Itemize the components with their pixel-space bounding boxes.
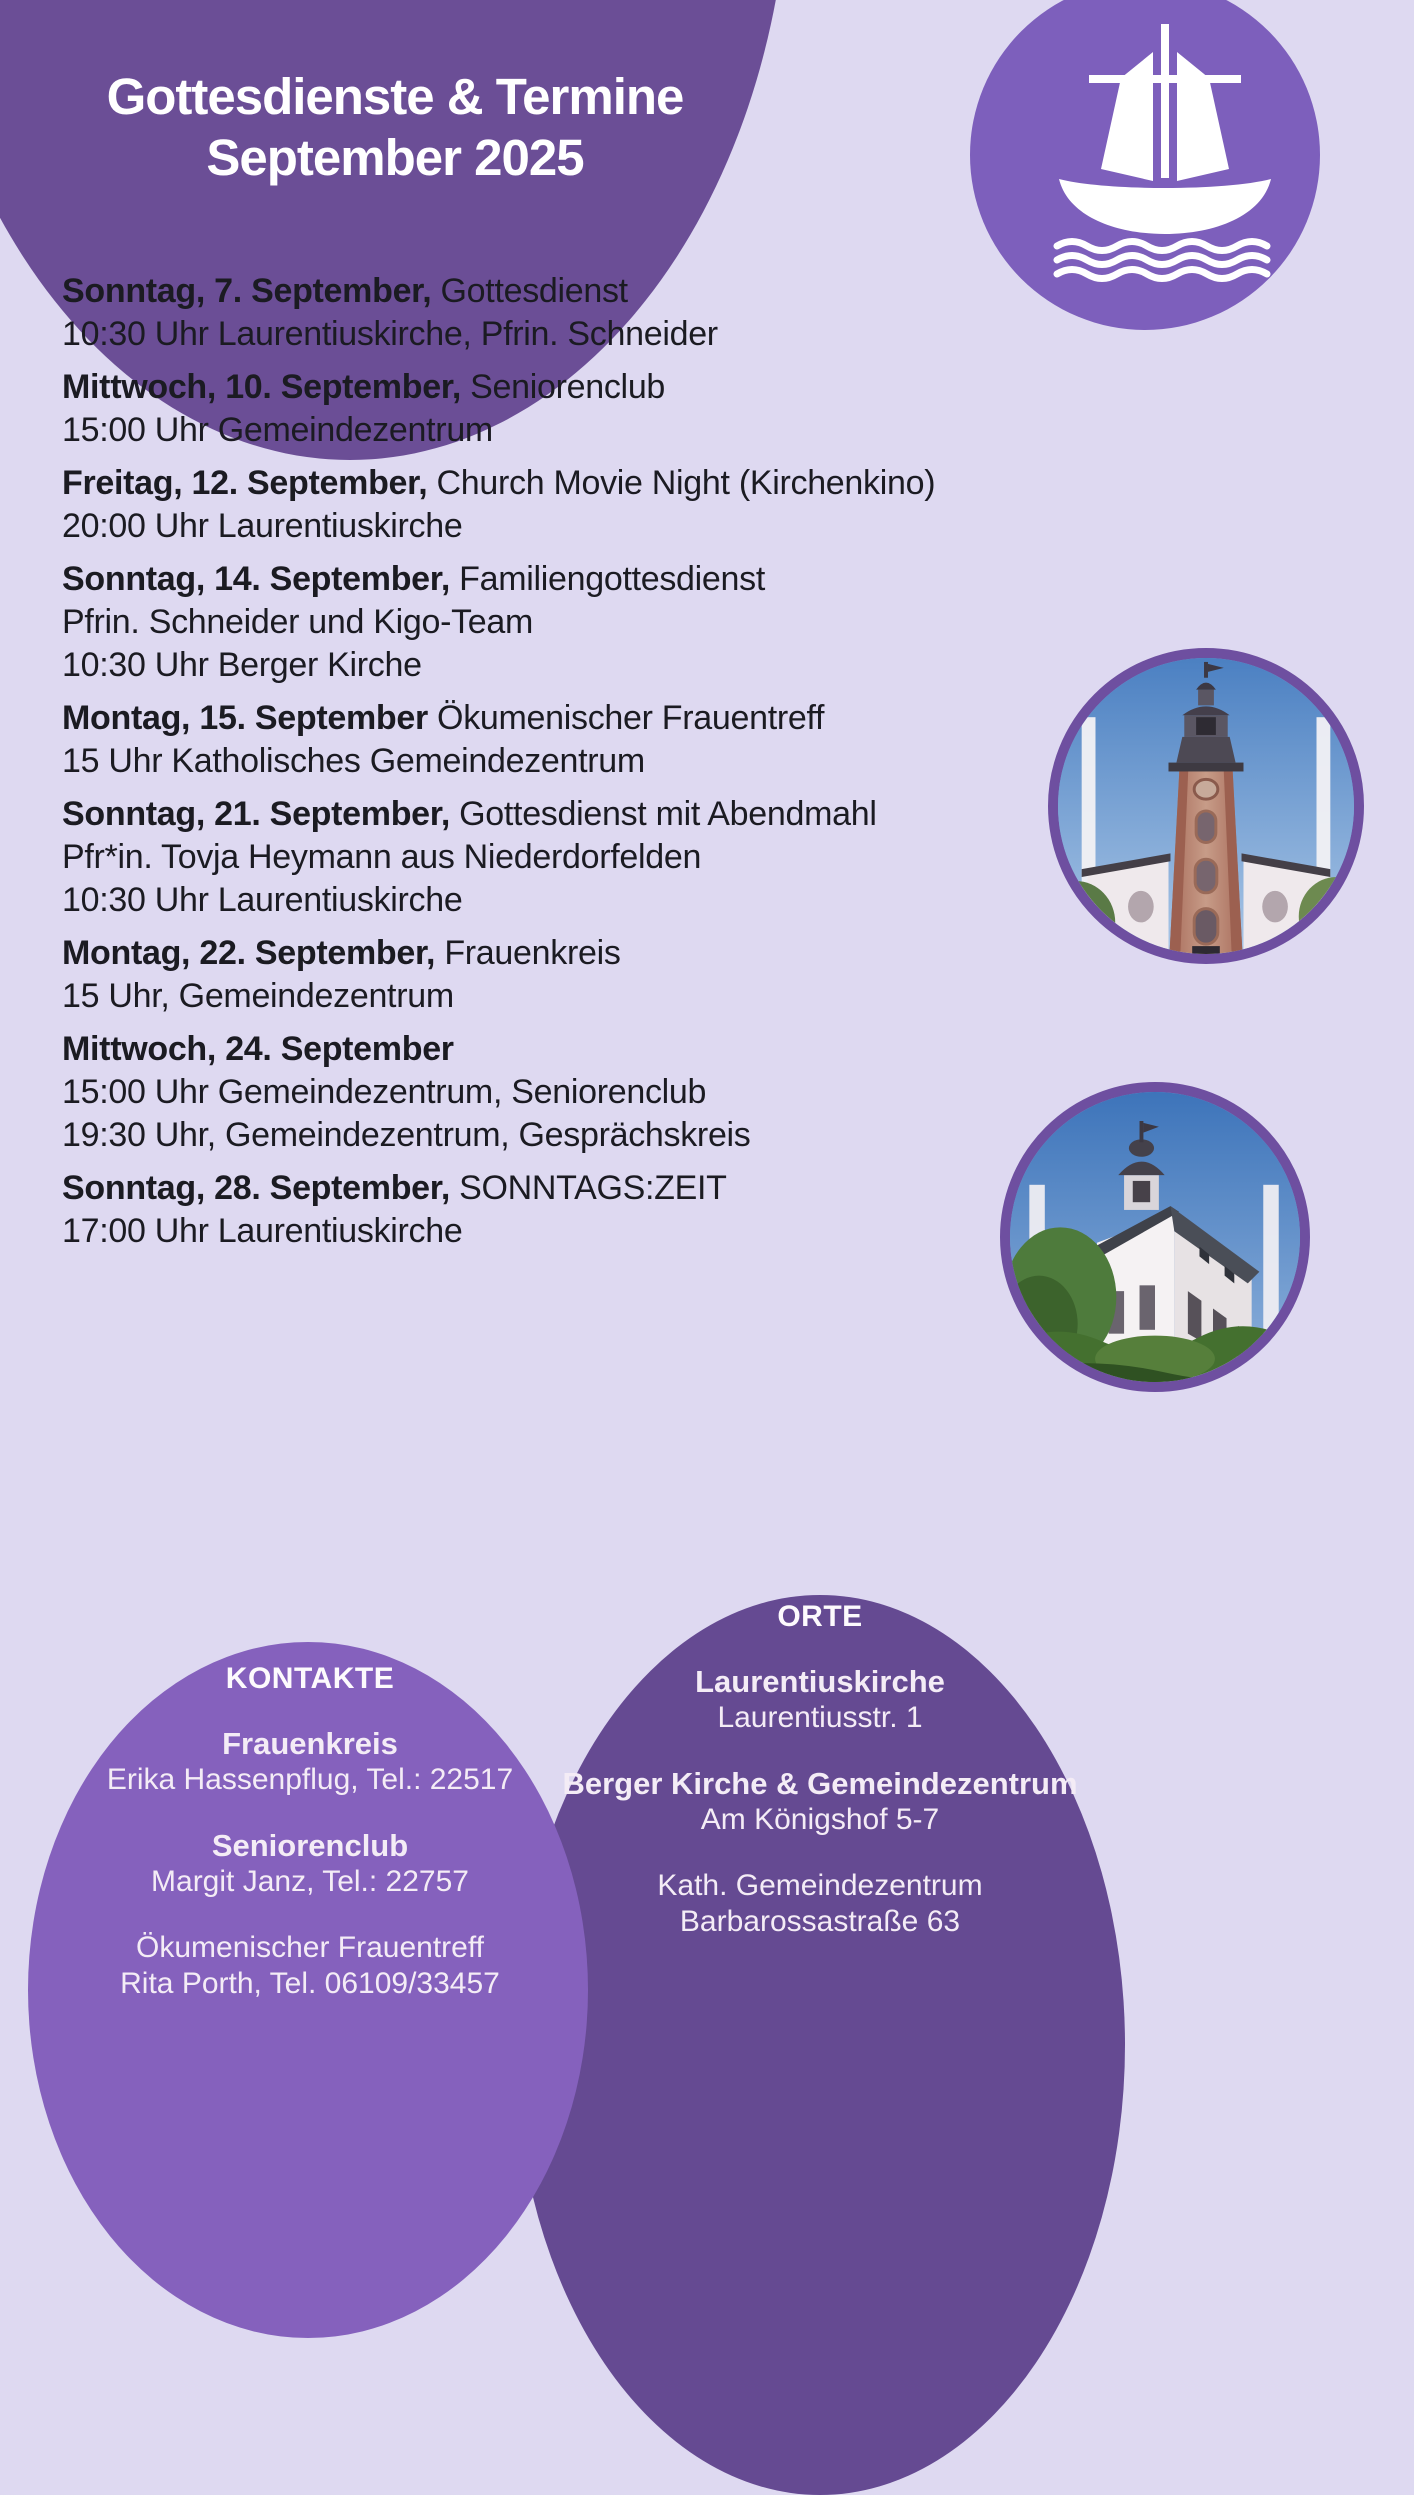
event-item [62,558,1122,687]
event-heading [62,793,1122,836]
event-heading [62,932,1122,975]
event-title: Seniorenclub [461,368,666,406]
event-title: Frauenkreis [435,934,621,972]
event-item [62,366,1122,452]
events-list [62,270,1122,1263]
event-date: Sonntag, 28. September, [62,1169,450,1207]
kontakte-heading: KONTAKTE [225,1662,395,1695]
page-title-line1: Gottesdienste & Termine [106,68,684,125]
event-title: Familiengottesdienst [450,560,765,598]
event-heading [62,270,1122,313]
info-group-name: Laurentiuskirche [695,1664,945,1699]
info-group-detail: Erika Hassenpflug, Tel.: 22517 [106,1763,514,1796]
info-group [555,1868,1085,1940]
info-group-name: Kath. Gemeindezentrum [657,1869,983,1902]
event-date: Freitag, 12. September, [62,464,428,502]
info-group [80,1726,540,1798]
info-group-detail: Laurentiusstr. 1 [717,1701,923,1734]
event-detail: 17:00 Uhr Laurentiuskirche [62,1212,463,1250]
event-date: Mittwoch, 24. September [62,1030,454,1068]
event-detail: 15:00 Uhr Gemeindezentrum, Seniorenclub [62,1073,707,1111]
event-detail: 15:00 Uhr Gemeindezentrum [62,411,493,449]
kontakte-groups [80,1726,540,2002]
info-group-detail: Margit Janz, Tel.: 22757 [151,1865,469,1898]
event-date: Sonntag, 7. September, [62,272,432,310]
event-heading [62,462,1122,505]
event-heading [62,1167,1122,1210]
info-group-detail: Barbarossastraße 63 [679,1905,961,1938]
kontakte-section [80,1662,540,2002]
info-group-name: Berger Kirche & Gemeindezentrum [562,1766,1078,1801]
page-title-line2: September 2025 [206,129,584,186]
orte-section [555,1600,1085,1940]
orte-heading: ORTE [777,1600,863,1633]
info-group-detail: Rita Porth, Tel. 06109/33457 [120,1967,500,2000]
info-group [555,1766,1085,1838]
event-detail: 19:30 Uhr, Gemeindezentrum, Gesprächskreis [62,1116,751,1154]
event-detail: 15 Uhr, Gemeindezentrum [62,977,454,1015]
event-date: Sonntag, 21. September, [62,795,450,833]
event-detail: 10:30 Uhr Berger Kirche [62,646,422,684]
event-item [62,932,1122,1018]
event-item [62,1028,1122,1157]
event-date: Montag, 22. September, [62,934,436,972]
info-group-name: Frauenkreis [222,1726,398,1761]
event-item [62,462,1122,548]
event-date: Sonntag, 14. September, [62,560,450,598]
event-detail: Pfr*in. Tovja Heymann aus Niederdorfelden [62,838,702,876]
event-detail: 20:00 Uhr Laurentiuskirche [62,507,463,545]
page-title [85,66,705,188]
event-title: Ökumenischer Frauentreff [427,699,825,737]
info-group-detail: Am Königshof 5-7 [700,1803,940,1836]
info-group [555,1664,1085,1736]
event-date: Mittwoch, 10. September, [62,368,462,406]
info-group-name: Seniorenclub [211,1828,409,1863]
event-date: Montag, 15. September [62,699,428,737]
event-heading [62,558,1122,601]
event-item [62,1167,1122,1253]
event-detail: Pfrin. Schneider und Kigo-Team [62,603,534,641]
info-group [80,1930,540,2002]
church-ship-cross-logo-icon [1045,18,1285,286]
orte-groups [555,1664,1085,1940]
event-title: SONNTAGS:ZEIT [450,1169,727,1207]
event-heading [62,1028,1122,1071]
info-group [80,1828,540,1900]
laurentiuskirche-tower-photo [1048,648,1364,964]
event-heading [62,366,1122,409]
info-group-name: Ökumenischer Frauentreff [136,1931,484,1964]
event-title: Church Movie Night (Kirchenkino) [427,464,936,502]
event-detail: 10:30 Uhr Laurentiuskirche [62,881,463,919]
event-title: Gottesdienst [431,272,628,310]
event-detail: 15 Uhr Katholisches Gemeindezentrum [62,742,645,780]
event-detail: 10:30 Uhr Laurentiuskirche, Pfrin. Schneider [62,315,718,353]
event-title: Gottesdienst mit Abendmahl [450,795,877,833]
berger-kirche-photo [1000,1082,1310,1392]
event-item [62,697,1122,783]
event-heading [62,697,1122,740]
event-item [62,270,1122,356]
event-item [62,793,1122,922]
